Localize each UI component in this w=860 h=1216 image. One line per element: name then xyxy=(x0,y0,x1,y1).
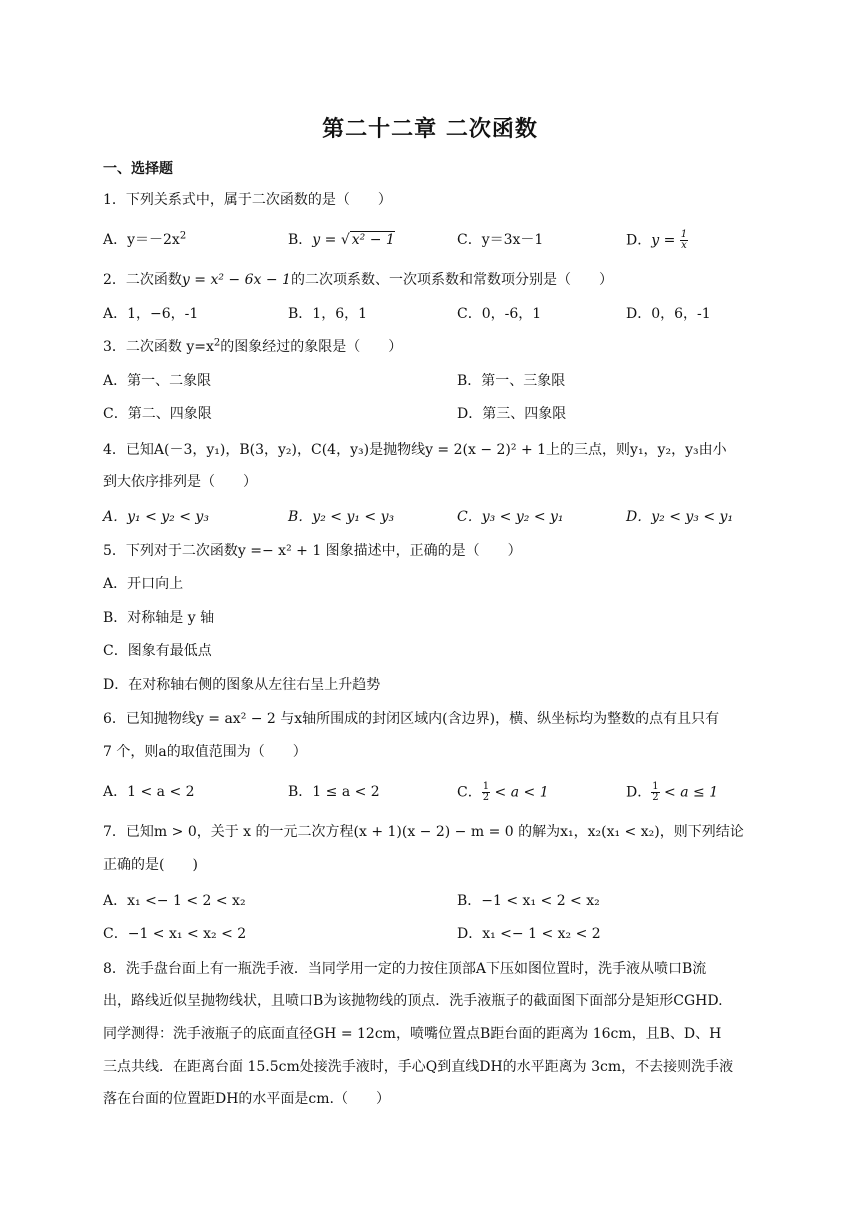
fraction-numerator: 1 xyxy=(482,781,490,792)
q1-option-b-math: y = xyxy=(312,232,341,248)
question-6-line-1: 6．已知抛物线y = ax² − 2 与x轴所围成的封闭区域内(含边界)，横、纵坐标均为整数的点有且只有 xyxy=(103,711,720,727)
q6-option-c-fraction xyxy=(482,782,490,803)
q1-option-a-text: A．y＝－2x xyxy=(103,232,180,248)
q1-option-d-fraction xyxy=(680,230,688,251)
q6-option-c[interactable] xyxy=(457,782,549,803)
question-8-line-3: 同学测得：洗手液瓶子的底面直径GH = 12cm，喷嘴位置点B距台面的距离为 16cm，且B、D、H xyxy=(103,1026,722,1042)
q5-option-a[interactable]: A．开口向上 xyxy=(103,576,184,592)
question-8-line-2: 出，路线近似呈抛物线状，且喷口B为该抛物线的顶点．洗手液瓶子的截面图下面部分是矩形CGHD. xyxy=(103,993,723,1009)
q1-option-d[interactable] xyxy=(626,230,688,251)
q1-option-b-radicand: x² − 1 xyxy=(351,232,395,248)
question-4-line-1: 4．已知A(－3，y₁)，B(3，y₂)，C(4，y₃)是抛物线y = 2(x − 2)² + 1上的三点，则y₁，y₂，y₃由小 xyxy=(103,442,727,458)
q6-option-d-tail: < a ≤ 1 xyxy=(659,784,719,801)
fraction-numerator: 1 xyxy=(652,781,659,792)
q7-option-a[interactable]: A．x₁ <− 1 < 2 < x₂ xyxy=(103,893,246,909)
q2-option-a[interactable]: A．1，−6，-1 xyxy=(103,306,199,322)
question-8-line-4: 三点共线．在距离台面 15.5cm处接洗手液时，手心Q到直线DH的水平距离为 3cm，不去接则洗手液 xyxy=(103,1059,734,1075)
q7-option-b[interactable]: B．−1 < x₁ < 2 < x₂ xyxy=(457,893,600,909)
q6-option-d[interactable] xyxy=(626,782,718,803)
q6-option-c-tail: < a < 1 xyxy=(490,784,549,801)
q1-option-a-exponent: 2 xyxy=(179,230,187,242)
q5-option-c[interactable]: C．图象有最低点 xyxy=(103,643,212,659)
question-4-line-2: 到大依序排列是（ ） xyxy=(103,474,257,490)
q1-option-b[interactable] xyxy=(288,230,395,250)
q4-option-c[interactable]: C．y₃ < y₂ < y₁ xyxy=(457,509,564,525)
fraction-denominator: 2 xyxy=(652,792,659,803)
sqrt-icon: √ xyxy=(340,232,350,248)
question-3-stem xyxy=(103,337,402,357)
q2-option-c[interactable]: C．0，-6，1 xyxy=(457,306,542,322)
fraction-numerator: 1 xyxy=(680,229,688,240)
question-7-line-2: 正确的是( ) xyxy=(103,857,198,873)
q4-option-a[interactable]: A．y₁ < y₂ < y₃ xyxy=(103,509,209,525)
question-1-stem: 1．下列关系式中，属于二次函数的是（ ） xyxy=(103,192,392,208)
q4-option-d[interactable]: D．y₂ < y₃ < y₁ xyxy=(626,509,734,525)
q1-option-a[interactable] xyxy=(103,230,186,250)
q6-option-a[interactable]: A．1 < a < 2 xyxy=(103,784,195,800)
fraction-denominator: 2 xyxy=(482,792,490,803)
q3-option-b[interactable]: B．第一、三象限 xyxy=(457,373,566,389)
q1-option-b-label: B． xyxy=(288,232,313,248)
q3-stem-exponent: 2 xyxy=(213,337,221,349)
q1-option-d-math: y = xyxy=(651,232,680,249)
question-5-stem: 5．下列对于二次函数y =− x² + 1 图象描述中，正确的是（ ） xyxy=(103,543,522,559)
q6-option-d-fraction xyxy=(651,782,659,803)
q2-stem-suffix: 的二次项系数、一次项系数和常数项分别是（ ） xyxy=(290,272,613,288)
q3-option-a[interactable]: A．第一、二象限 xyxy=(103,373,212,389)
q7-option-d[interactable]: D．x₁ <− 1 < x₂ < 2 xyxy=(457,926,601,942)
q3-option-d[interactable]: D．第三、四象限 xyxy=(457,406,567,422)
q6-option-c-label: C． xyxy=(457,784,482,801)
q5-option-b[interactable]: B．对称轴是 y 轴 xyxy=(103,610,215,626)
q2-option-d[interactable]: D．0，6，-1 xyxy=(626,306,711,322)
q6-option-d-label: D． xyxy=(626,784,652,801)
q2-stem-math: y = x² − 6x − 1 xyxy=(181,272,291,288)
q2-stem-prefix: 2．二次函数 xyxy=(103,272,182,288)
question-8-line-1: 8．洗手盘台面上有一瓶洗手液．当同学用一定的力按住顶部A下压如图位置时，洗手液从喷口B流 xyxy=(103,961,707,977)
q3-stem-prefix: 3．二次函数 y=x xyxy=(103,339,214,355)
page-title: 第二十二章 二次函数 xyxy=(322,117,538,142)
q7-option-c[interactable]: C．−1 < x₁ < x₂ < 2 xyxy=(103,926,247,942)
q5-option-d[interactable]: D．在对称轴右侧的图象从左往右呈上升趋势 xyxy=(103,677,381,693)
question-8-line-5: 落在台面的位置距DH的水平面是cm.（ ） xyxy=(103,1091,390,1107)
question-7-line-1: 7．已知m > 0，关于 x 的一元二次方程(x + 1)(x − 2) − m = 0 的解为x₁，x₂(x₁ < x₂)，则下列结论 xyxy=(103,824,744,840)
q4-option-b[interactable]: B．y₂ < y₁ < y₃ xyxy=(288,509,395,525)
section-heading: 一、选择题 xyxy=(103,161,173,177)
question-6-line-2: 7 个，则a的取值范围为（ ） xyxy=(103,744,307,760)
q3-stem-suffix: 的图象经过的象限是（ ） xyxy=(220,339,403,355)
question-2-stem xyxy=(103,270,613,290)
q2-option-b[interactable]: B．1，6，1 xyxy=(288,306,368,322)
q1-option-c[interactable]: C．y＝3x－1 xyxy=(457,232,544,248)
fraction-denominator: x xyxy=(681,240,687,251)
q3-option-c[interactable]: C．第二、四象限 xyxy=(103,406,212,422)
q1-option-d-label: D． xyxy=(626,232,652,249)
q6-option-b[interactable]: B．1 ≤ a < 2 xyxy=(288,784,380,800)
